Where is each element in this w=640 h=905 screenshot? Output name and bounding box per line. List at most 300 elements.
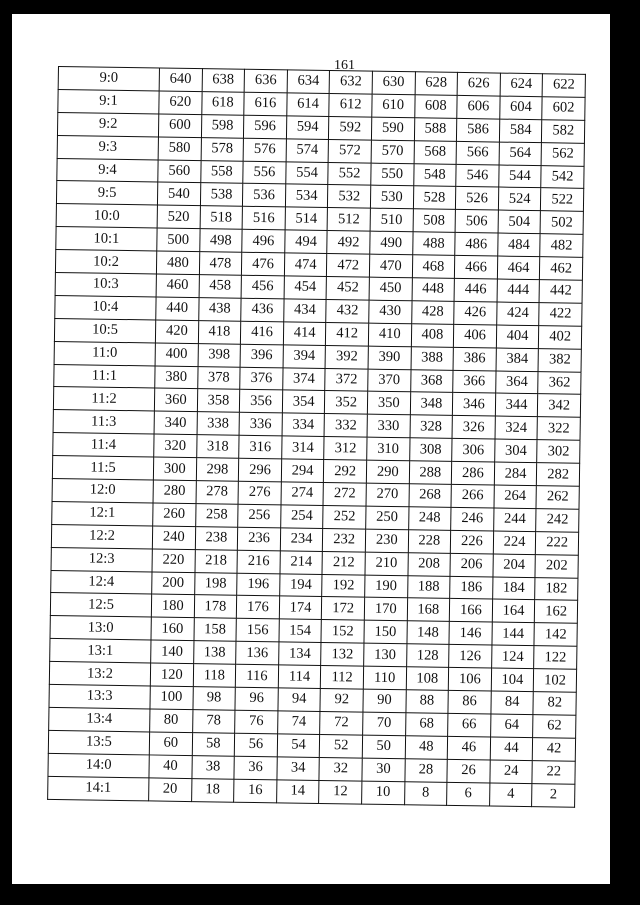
- value-cell: 36: [234, 756, 277, 780]
- value-cell: 466: [455, 256, 498, 280]
- value-cell: 626: [457, 72, 500, 96]
- value-cell: 200: [152, 572, 195, 596]
- value-cell: 564: [499, 142, 542, 166]
- row-label-cell: 12:4: [51, 570, 152, 594]
- value-cell: 368: [410, 369, 453, 393]
- value-cell: 454: [284, 276, 327, 300]
- value-cell: 156: [236, 619, 279, 643]
- value-cell: 366: [453, 370, 496, 394]
- value-cell: 12: [319, 780, 362, 804]
- value-cell: 202: [535, 554, 578, 578]
- value-cell: 360: [154, 388, 197, 412]
- value-cell: 344: [495, 393, 538, 417]
- value-cell: 248: [408, 507, 451, 531]
- value-cell: 18: [191, 778, 234, 802]
- value-cell: 474: [284, 253, 327, 277]
- value-cell: 472: [327, 254, 370, 278]
- value-cell: 470: [369, 254, 412, 278]
- value-cell: 440: [156, 297, 199, 321]
- value-cell: 430: [369, 300, 412, 324]
- value-cell: 398: [198, 343, 241, 367]
- value-cell: 168: [407, 598, 450, 622]
- row-label-cell: 12:1: [52, 501, 153, 525]
- row-label-cell: 10:0: [56, 204, 157, 228]
- value-cell: 462: [540, 257, 583, 281]
- row-label-cell: 10:1: [56, 227, 157, 251]
- row-label-cell: 9:5: [56, 181, 157, 205]
- value-cell: 362: [538, 371, 581, 395]
- row-label-cell: 10:2: [55, 250, 156, 274]
- value-cell: 312: [324, 437, 367, 461]
- value-cell: 328: [410, 415, 453, 439]
- value-cell: 128: [406, 644, 449, 668]
- value-cell: 158: [194, 618, 237, 642]
- value-cell: 322: [537, 417, 580, 441]
- value-cell: 6: [447, 782, 490, 806]
- row-label-cell: 11:2: [53, 387, 154, 411]
- value-cell: 566: [456, 141, 499, 165]
- value-cell: 478: [199, 252, 242, 276]
- value-cell: 500: [157, 228, 200, 252]
- value-cell: 140: [151, 640, 194, 664]
- row-label-cell: 12:2: [51, 524, 152, 548]
- value-cell: 356: [240, 390, 283, 414]
- value-cell: 292: [324, 460, 367, 484]
- value-cell: 240: [152, 526, 195, 550]
- value-cell: 52: [320, 734, 363, 758]
- value-cell: 540: [157, 182, 200, 206]
- value-cell: 300: [153, 457, 196, 481]
- value-cell: 438: [198, 298, 241, 322]
- value-cell: 550: [371, 163, 414, 187]
- value-cell: 166: [449, 599, 492, 623]
- value-cell: 408: [411, 324, 454, 348]
- value-cell: 306: [452, 439, 495, 463]
- value-cell: 274: [281, 482, 324, 506]
- value-cell: 620: [159, 91, 202, 115]
- value-cell: 488: [412, 232, 455, 256]
- value-cell: 258: [195, 504, 238, 528]
- value-cell: 58: [192, 732, 235, 756]
- value-cell: 66: [448, 713, 491, 737]
- row-label-cell: 13:2: [49, 662, 150, 686]
- value-cell: 570: [371, 140, 414, 164]
- value-cell: 444: [497, 279, 540, 303]
- value-cell: 568: [414, 140, 457, 164]
- value-cell: 534: [285, 184, 328, 208]
- value-cell: 184: [492, 577, 535, 601]
- value-cell: 102: [534, 669, 577, 693]
- value-cell: 320: [154, 434, 197, 458]
- value-cell: 392: [325, 345, 368, 369]
- value-cell: 86: [448, 690, 491, 714]
- value-cell: 342: [538, 394, 581, 418]
- row-label-cell: 11:0: [54, 341, 155, 365]
- value-cell: 404: [496, 325, 539, 349]
- value-cell: 116: [235, 664, 278, 688]
- value-cell: 122: [534, 646, 577, 670]
- value-cell: 410: [368, 323, 411, 347]
- value-cell: 494: [285, 230, 328, 254]
- value-cell: 68: [405, 713, 448, 737]
- row-label-cell: 9:0: [58, 67, 159, 91]
- value-cell: 70: [363, 712, 406, 736]
- value-cell: 28: [404, 758, 447, 782]
- value-cell: 242: [536, 509, 579, 533]
- value-cell: 424: [496, 302, 539, 326]
- row-label-cell: 13:0: [50, 616, 151, 640]
- value-cell: 450: [369, 277, 412, 301]
- value-cell: 94: [278, 688, 321, 712]
- value-cell: 332: [324, 414, 367, 438]
- value-cell: 544: [498, 165, 541, 189]
- value-cell: 260: [153, 503, 196, 527]
- value-cell: 414: [283, 322, 326, 346]
- value-cell: 182: [535, 577, 578, 601]
- value-cell: 38: [192, 755, 235, 779]
- value-cell: 278: [196, 481, 239, 505]
- row-label-cell: 11:1: [54, 364, 155, 388]
- row-label-cell: 10:4: [55, 295, 156, 319]
- value-cell: 220: [152, 549, 195, 573]
- value-cell: 100: [150, 686, 193, 710]
- score-table-wrapper: [47, 66, 586, 807]
- value-cell: 114: [278, 665, 321, 689]
- value-cell: 24: [490, 760, 533, 784]
- value-cell: 514: [285, 207, 328, 231]
- value-cell: 268: [409, 484, 452, 508]
- value-cell: 580: [158, 137, 201, 161]
- value-cell: 442: [539, 280, 582, 304]
- row-label-cell: 9:2: [57, 112, 158, 136]
- value-cell: 14: [276, 779, 319, 803]
- value-cell: 92: [320, 689, 363, 713]
- value-cell: 212: [322, 551, 365, 575]
- value-cell: 354: [282, 390, 325, 414]
- value-cell: 480: [156, 251, 199, 275]
- value-cell: 176: [237, 596, 280, 620]
- row-label-cell: 10:5: [54, 318, 155, 342]
- value-cell: 118: [193, 664, 236, 688]
- value-cell: 146: [449, 622, 492, 646]
- value-cell: 382: [538, 348, 581, 372]
- value-cell: 482: [540, 234, 583, 258]
- value-cell: 504: [498, 210, 541, 234]
- value-cell: 244: [493, 508, 536, 532]
- value-cell: 506: [455, 210, 498, 234]
- value-cell: 468: [412, 255, 455, 279]
- value-cell: 250: [366, 506, 409, 530]
- value-cell: 546: [456, 164, 499, 188]
- value-cell: 194: [279, 573, 322, 597]
- value-cell: 574: [286, 139, 329, 163]
- value-cell: 232: [323, 528, 366, 552]
- value-cell: 542: [541, 165, 584, 189]
- value-cell: 622: [542, 74, 585, 98]
- value-cell: 314: [281, 436, 324, 460]
- value-cell: 308: [409, 438, 452, 462]
- value-cell: 46: [447, 736, 490, 760]
- value-cell: 30: [362, 758, 405, 782]
- value-cell: 264: [494, 485, 537, 509]
- value-cell: 422: [539, 303, 582, 327]
- value-cell: 120: [150, 663, 193, 687]
- value-cell: 348: [410, 392, 453, 416]
- value-cell: 436: [241, 298, 284, 322]
- value-cell: 352: [325, 391, 368, 415]
- value-cell: 518: [200, 206, 243, 230]
- value-cell: 452: [326, 277, 369, 301]
- value-cell: 334: [282, 413, 325, 437]
- value-cell: 20: [149, 778, 192, 802]
- value-cell: 600: [158, 114, 201, 138]
- value-cell: 138: [193, 641, 236, 665]
- value-cell: 578: [201, 137, 244, 161]
- value-cell: 340: [154, 411, 197, 435]
- value-cell: 82: [533, 692, 576, 716]
- value-cell: 370: [368, 369, 411, 393]
- value-cell: 214: [280, 551, 323, 575]
- value-cell: 396: [240, 344, 283, 368]
- value-cell: 134: [278, 642, 321, 666]
- value-cell: 548: [413, 163, 456, 187]
- value-cell: 532: [328, 185, 371, 209]
- value-cell: 4: [489, 783, 532, 807]
- value-cell: 162: [535, 600, 578, 624]
- value-cell: 508: [413, 209, 456, 233]
- value-cell: 60: [149, 732, 192, 756]
- value-cell: 78: [192, 710, 235, 734]
- value-cell: 464: [497, 256, 540, 280]
- row-label-cell: 11:3: [53, 410, 154, 434]
- value-cell: 280: [153, 480, 196, 504]
- value-cell: 256: [238, 504, 281, 528]
- value-cell: 198: [194, 572, 237, 596]
- value-cell: 536: [243, 184, 286, 208]
- value-cell: 632: [329, 71, 372, 95]
- value-cell: 530: [370, 186, 413, 210]
- value-cell: 16: [234, 779, 277, 803]
- value-cell: 376: [240, 367, 283, 391]
- row-label-cell: 12:5: [50, 593, 151, 617]
- value-cell: 384: [496, 348, 539, 372]
- value-cell: 486: [455, 233, 498, 257]
- value-cell: 434: [284, 299, 327, 323]
- value-cell: 48: [405, 736, 448, 760]
- value-cell: 602: [542, 97, 585, 121]
- value-cell: 606: [457, 95, 500, 119]
- value-cell: 588: [414, 118, 457, 142]
- value-cell: 636: [244, 69, 287, 93]
- value-cell: 148: [407, 621, 450, 645]
- value-cell: 224: [493, 531, 536, 555]
- value-cell: 216: [237, 550, 280, 574]
- value-cell: 638: [202, 69, 245, 93]
- value-cell: 552: [328, 162, 371, 186]
- value-cell: 592: [329, 116, 372, 140]
- value-cell: 358: [197, 389, 240, 413]
- value-cell: 640: [159, 68, 202, 92]
- row-label-cell: 9:4: [57, 158, 158, 182]
- value-cell: 282: [537, 463, 580, 487]
- value-cell: 40: [149, 755, 192, 779]
- value-cell: 204: [493, 554, 536, 578]
- value-cell: 324: [495, 416, 538, 440]
- value-cell: 90: [363, 689, 406, 713]
- value-cell: 596: [244, 115, 287, 139]
- value-cell: 502: [540, 211, 583, 235]
- row-label-cell: 13:3: [49, 684, 150, 708]
- value-cell: 272: [323, 483, 366, 507]
- value-cell: 276: [238, 481, 281, 505]
- row-label-cell: 9:1: [58, 89, 159, 113]
- value-cell: 630: [372, 71, 415, 95]
- value-cell: 512: [327, 208, 370, 232]
- value-cell: 522: [541, 188, 584, 212]
- value-cell: 372: [325, 368, 368, 392]
- value-cell: 610: [372, 94, 415, 118]
- row-label-cell: 12:3: [51, 547, 152, 571]
- value-cell: 104: [491, 668, 534, 692]
- value-cell: 634: [287, 70, 330, 94]
- value-cell: 458: [199, 275, 242, 299]
- value-cell: 418: [198, 320, 241, 344]
- value-cell: 420: [155, 320, 198, 344]
- value-cell: 576: [243, 138, 286, 162]
- value-cell: 336: [239, 413, 282, 437]
- value-cell: 270: [366, 483, 409, 507]
- value-cell: 64: [490, 714, 533, 738]
- value-cell: 206: [450, 553, 493, 577]
- value-cell: 26: [447, 759, 490, 783]
- value-cell: 296: [239, 458, 282, 482]
- value-cell: 572: [328, 139, 371, 163]
- value-cell: 556: [243, 161, 286, 185]
- row-label-cell: 10:3: [55, 273, 156, 297]
- value-cell: 286: [451, 462, 494, 486]
- value-cell: 590: [371, 117, 414, 141]
- value-cell: 2: [532, 783, 575, 807]
- row-label-cell: 12:0: [52, 478, 153, 502]
- value-cell: 604: [500, 96, 543, 120]
- value-cell: 10: [362, 781, 405, 805]
- value-cell: 72: [320, 711, 363, 735]
- value-cell: 378: [197, 366, 240, 390]
- row-label-cell: 13:4: [49, 707, 150, 731]
- value-cell: 350: [367, 392, 410, 416]
- value-cell: 528: [413, 186, 456, 210]
- value-cell: 44: [490, 737, 533, 761]
- value-cell: 190: [365, 575, 408, 599]
- value-cell: 582: [542, 119, 585, 143]
- value-cell: 74: [277, 711, 320, 735]
- value-cell: 394: [283, 345, 326, 369]
- value-cell: 150: [364, 620, 407, 644]
- value-cell: 54: [277, 734, 320, 758]
- value-cell: 624: [500, 73, 543, 97]
- value-cell: 62: [533, 715, 576, 739]
- value-cell: 460: [156, 274, 199, 298]
- value-cell: 246: [451, 507, 494, 531]
- value-cell: 170: [364, 598, 407, 622]
- value-cell: 152: [321, 620, 364, 644]
- value-cell: 84: [491, 691, 534, 715]
- value-cell: 310: [367, 437, 410, 461]
- value-cell: 608: [414, 95, 457, 119]
- value-cell: 304: [494, 439, 537, 463]
- value-cell: 154: [279, 619, 322, 643]
- value-cell: 456: [241, 275, 284, 299]
- value-cell: 562: [541, 142, 584, 166]
- value-cell: 76: [235, 710, 278, 734]
- row-label-cell: 14:1: [48, 776, 149, 800]
- value-cell: 98: [193, 687, 236, 711]
- value-cell: 538: [200, 183, 243, 207]
- value-cell: 136: [236, 641, 279, 665]
- value-cell: 88: [406, 690, 449, 714]
- value-cell: 558: [200, 160, 243, 184]
- score-table-body: [48, 67, 586, 807]
- row-label-cell: 14:0: [48, 753, 149, 777]
- value-cell: 484: [497, 233, 540, 257]
- row-label-cell: 13:1: [50, 639, 151, 663]
- value-cell: 496: [242, 229, 285, 253]
- value-cell: 432: [326, 299, 369, 323]
- value-cell: 180: [151, 594, 194, 618]
- value-cell: 586: [457, 118, 500, 142]
- value-cell: 160: [151, 617, 194, 641]
- value-cell: 252: [323, 505, 366, 529]
- value-cell: 142: [534, 623, 577, 647]
- value-cell: 402: [539, 325, 582, 349]
- value-cell: 144: [492, 622, 535, 646]
- page-number: 161: [334, 58, 355, 73]
- value-cell: 598: [201, 114, 244, 138]
- value-cell: 318: [196, 435, 239, 459]
- value-cell: 112: [321, 666, 364, 690]
- value-cell: 50: [362, 735, 405, 759]
- value-cell: 510: [370, 208, 413, 232]
- value-cell: 614: [287, 93, 330, 117]
- value-cell: 22: [532, 760, 575, 784]
- value-cell: 284: [494, 462, 537, 486]
- value-cell: 56: [234, 733, 277, 757]
- value-cell: 302: [537, 440, 580, 464]
- value-cell: 330: [367, 414, 410, 438]
- value-cell: 178: [194, 595, 237, 619]
- value-cell: 238: [195, 526, 238, 550]
- value-cell: 188: [407, 575, 450, 599]
- score-table: [47, 66, 586, 807]
- row-label-cell: 11:4: [53, 433, 154, 457]
- value-cell: 326: [452, 416, 495, 440]
- value-cell: 316: [239, 435, 282, 459]
- value-cell: 516: [242, 207, 285, 231]
- value-cell: 490: [370, 231, 413, 255]
- value-cell: 108: [406, 667, 449, 691]
- value-cell: 380: [155, 366, 198, 390]
- value-cell: 476: [242, 252, 285, 276]
- value-cell: 266: [451, 484, 494, 508]
- row-label-cell: 9:3: [57, 135, 158, 159]
- value-cell: 400: [155, 343, 198, 367]
- row-label-cell: 13:5: [48, 730, 149, 754]
- value-cell: 196: [237, 573, 280, 597]
- value-cell: 8: [404, 781, 447, 805]
- value-cell: 218: [195, 549, 238, 573]
- value-cell: 222: [536, 531, 579, 555]
- value-cell: 80: [150, 709, 193, 733]
